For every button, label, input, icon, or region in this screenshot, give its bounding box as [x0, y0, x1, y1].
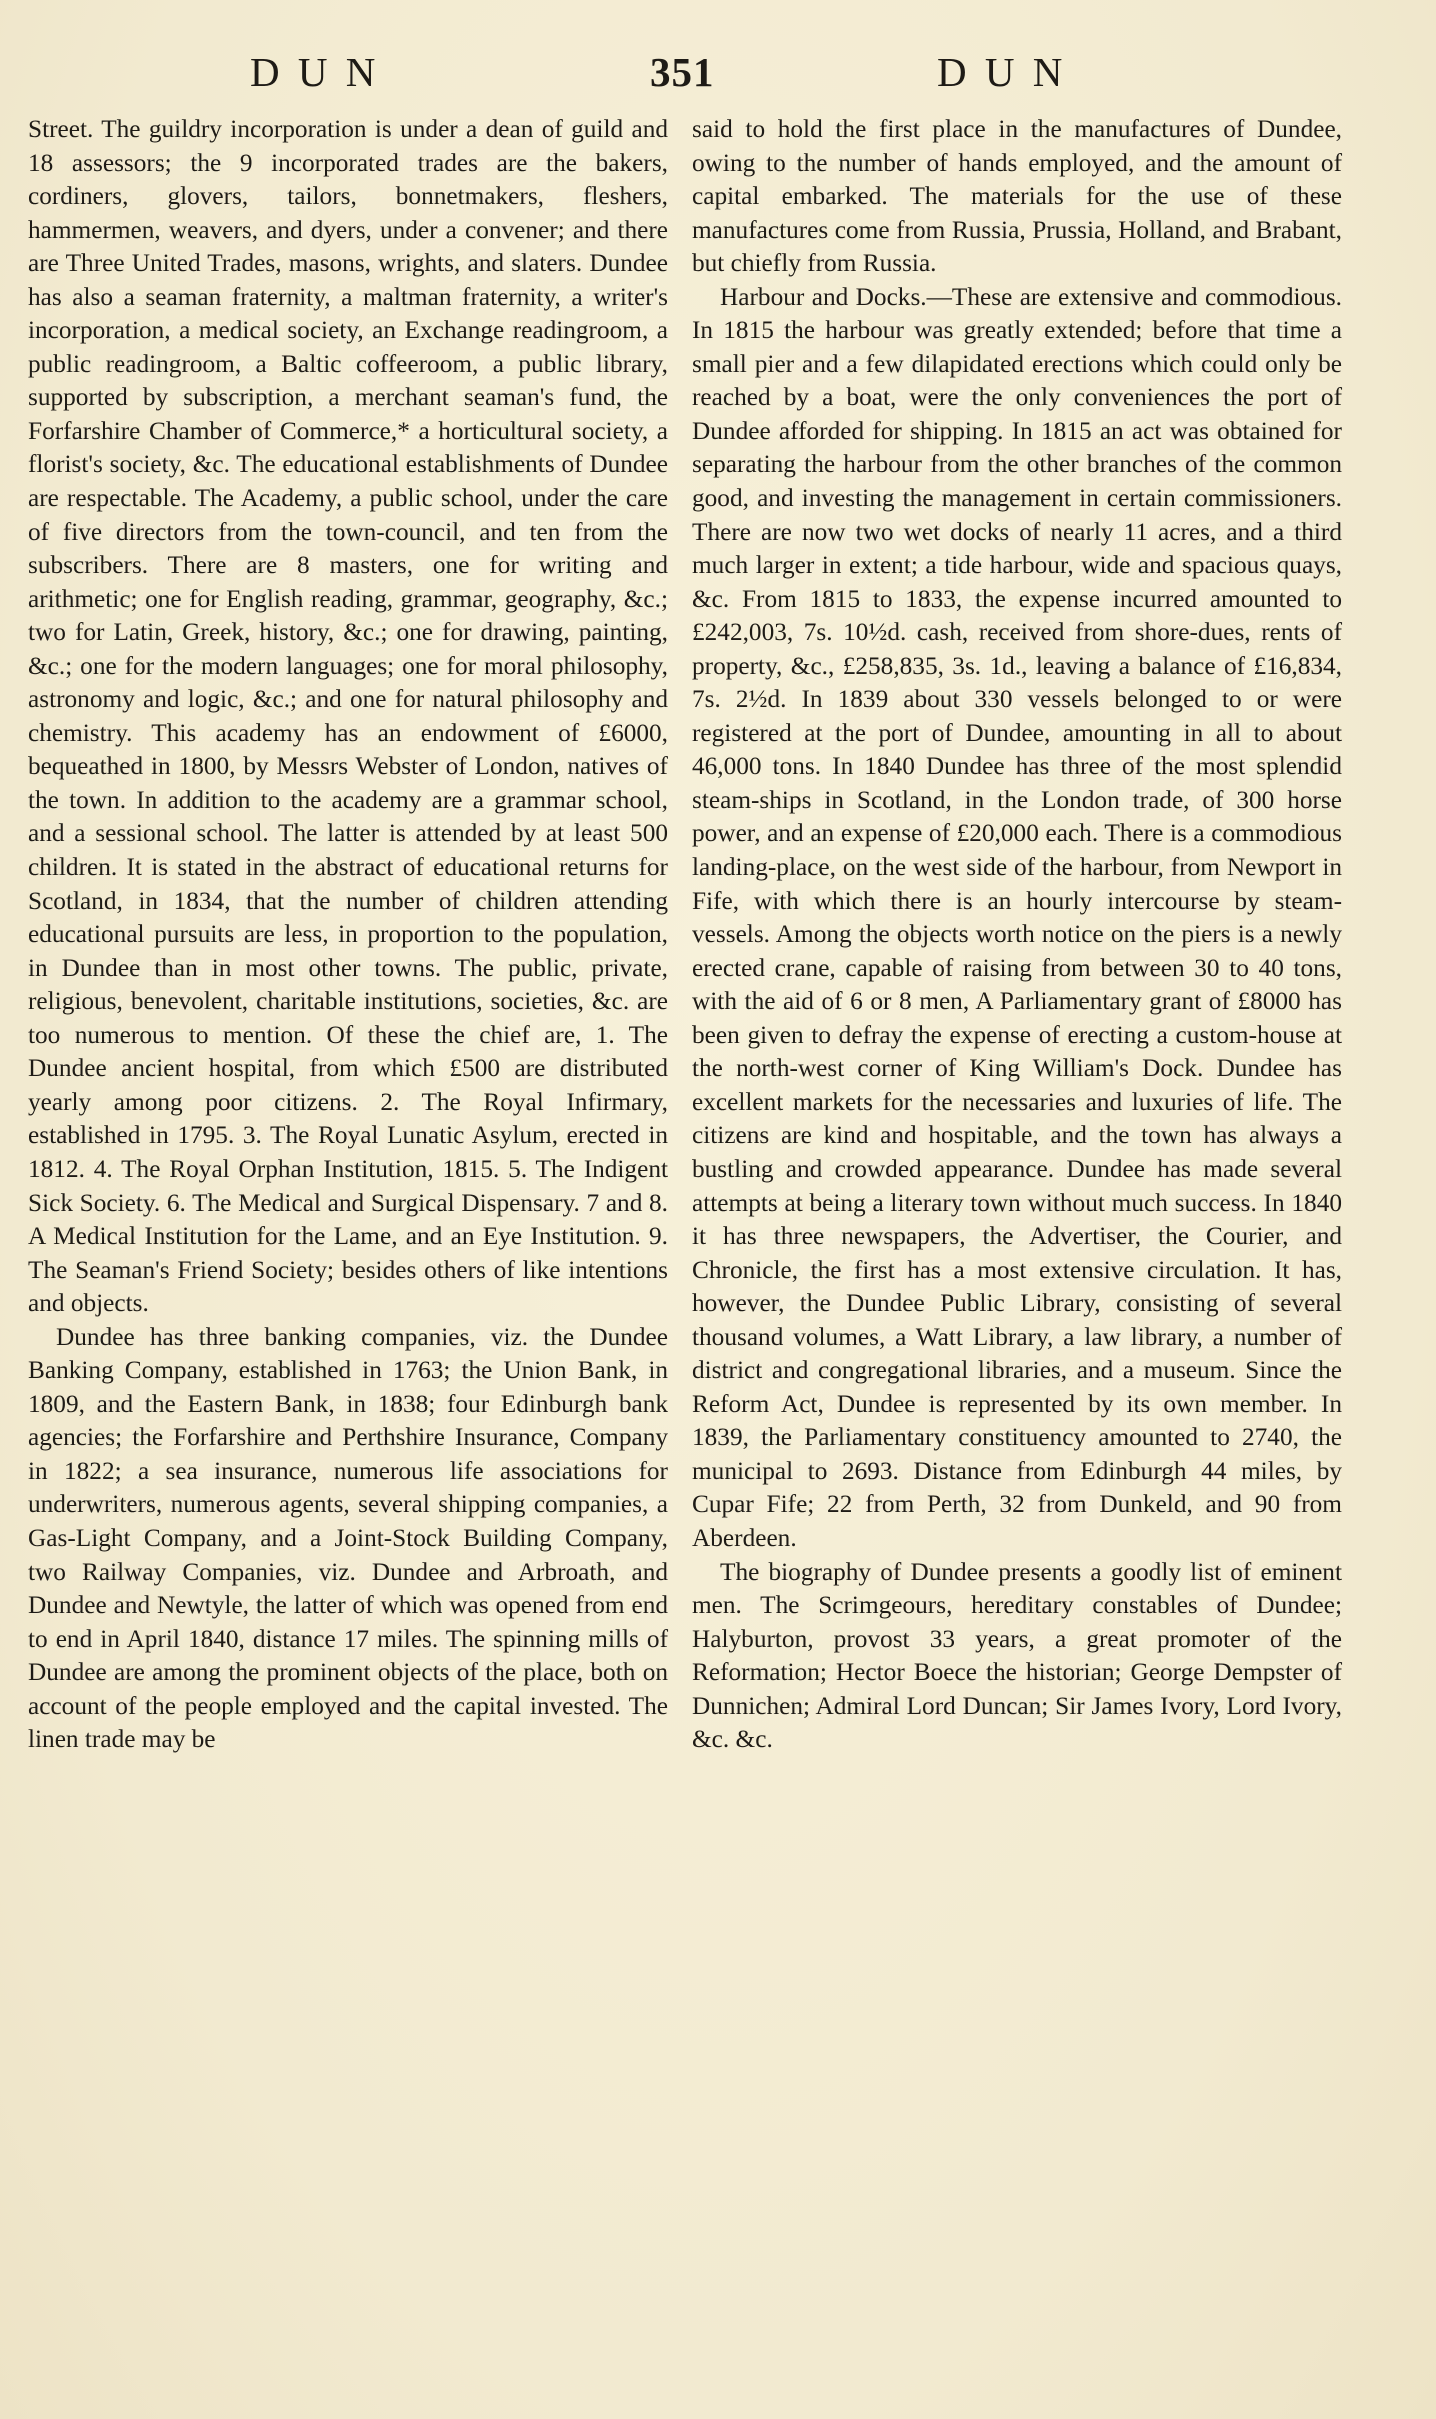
running-head-right: D U N — [937, 49, 1067, 95]
page-number: 351 — [650, 49, 715, 95]
paragraph: Dundee has three banking companies, viz. the Dundee Banking Company, established in 1763; the Union Bank, in 1809, and the Eastern Bank, in 1838; four Edinburgh bank agencies; the Forfarshire and Perthshire Insurance, Company in 1822; a sea insurance, numerous life associations for underwriters, numerous agents, several shipping companies, a Gas-Light Company, and a Joint-Stock Building Company, two Railway Companies, viz. Dundee and Arbroath, and Dundee and Newtyle, the latter of which was opened from end to end in April 1840, distance 17 miles. The spinning mills of Dundee are among the prominent objects of the place, both on account of the people employed and the capital invested. The linen trade may be — [28, 1322, 668, 1754]
left-column — [28, 113, 668, 1757]
paragraph: The biography of Dundee presents a goodly list of eminent men. The Scrimgeours, hereditary constables of Dundee; Halyburton, provost 33 years, a great promoter of the Reformation; Hector Boece the historian; George Dempster of Dunnichen; Admiral Lord Duncan; Sir James Ivory, Lord Ivory, &c. &c. — [692, 1557, 1342, 1754]
running-head-left: D U N — [250, 49, 380, 95]
paragraph: Harbour and Docks.—These are extensive and commodious. In 1815 the harbour was greatly extended; before that time a small pier and a few dilapidated erections which could only be reached by a boat, were the only conveniences the port of Dundee afforded for shipping. In 1815 an act was obtained for separating the harbour from the other branches of the common good, and investing the management in certain commissioners. There are now two wet docks of nearly 11 acres, and a third much larger in extent; a tide harbour, wide and spacious quays, &c. From 1815 to 1833, the expense incurred amounted to £242,003, 7s. 10½d. cash, received from shore-dues, rents of property, &c., £258,835, 3s. 1d., leaving a balance of £16,834, 7s. 2½d. In 1839 about 330 vessels belonged to or were registered at the port of Dundee, amounting in all to about 46,000 tons. In 1840 Dundee has three of the most splendid steam-ships in Scotland, in the London trade, of 300 horse power, and an expense of £20,000 each. There is a commodious landing-place, on the west side of the harbour, from Newport in Fife, with which there is an hourly intercourse by steam-vessels. Among the objects worth notice on the piers is a newly erected crane, capable of raising from between 30 to 40 tons, with the aid of 6 or 8 men, A Parliamentary grant of £8000 has been given to defray the expense of erecting a custom-house at the north-west corner of King William's Dock. Dundee has excellent markets for the necessaries and luxuries of life. The citizens are kind and hospitable, and the town has always a bustling and crowded appearance. Dundee has made several attempts at being a literary town without much success. In 1840 it has three newspapers, the Advertiser, the Courier, and Chronicle, the first has a most extensive circulation. It has, however, the Dundee Public Library, consisting of several thousand volumes, a Watt Library, a law library, a number of district and congregational libraries, and a museum. Since the Reform Act, Dundee is represented by its own member. In 1839, the Parliamentary constituency amounted to 2740, the municipal to 2693. Distance from Edinburgh 44 miles, by Cupar Fife; 22 from Perth, 32 from Dunkeld, and 90 from Aberdeen. — [692, 282, 1342, 1552]
right-column — [692, 113, 1342, 1757]
running-head — [0, 48, 1436, 98]
paragraph: Street. The guildry incorporation is under a dean of guild and 18 assessors; the 9 incorporated trades are the bakers, cordiners, glovers, tailors, bonnetmakers, fleshers, hammermen, weavers, and dyers, under a convener; and there are Three United Trades, masons, wrights, and slaters. Dundee has also a seaman fraternity, a maltman fraternity, a writer's incorporation, a medical society, an Exchange readingroom, a public readingroom, a Baltic coffeeroom, a public library, supported by subscription, a merchant seaman's fund, the Forfarshire Chamber of Commerce,* a horticultural society, a florist's society, &c. The educational establishments of Dundee are respectable. The Academy, a public school, under the care of five directors from the town-council, and ten from the subscribers. There are 8 masters, one for writing and arithmetic; one for English reading, grammar, geography, &c.; two for Latin, Greek, history, &c.; one for drawing, painting, &c.; one for the modern languages; one for moral philosophy, astronomy and logic, &c.; and one for natural philosophy and chemistry. This academy has an endowment of £6000, bequeathed in 1800, by Messrs Webster of London, natives of the town. In addition to the academy are a grammar school, and a sessional school. The latter is attended by at least 500 children. It is stated in the abstract of educational returns for Scotland, in 1834, that the number of children attending educational pursuits are less, in proportion to the population, in Dundee than in most other towns. The public, private, religious, benevolent, charitable institutions, societies, &c. are too numerous to mention. Of these the chief are, 1. The Dundee ancient hospital, from which £500 are distributed yearly among poor citizens. 2. The Royal Infirmary, established in 1795. 3. The Royal Lunatic Asylum, erected in 1812. 4. The Royal Orphan Institution, 1815. 5. The Indigent Sick Society. 6. The Medical and Surgical Dispensary. 7 and 8. A Medical Institution for the Lame, and an Eye Institution. 9. The Seaman's Friend Society; besides others of like intentions and objects. — [28, 115, 668, 1318]
paragraph: said to hold the first place in the manufactures of Dundee, owing to the number of hands employed, and the amount of capital embarked. The materials for the use of these manufactures come from Russia, Prussia, Holland, and Brabant, but chiefly from Russia. — [692, 115, 1342, 278]
